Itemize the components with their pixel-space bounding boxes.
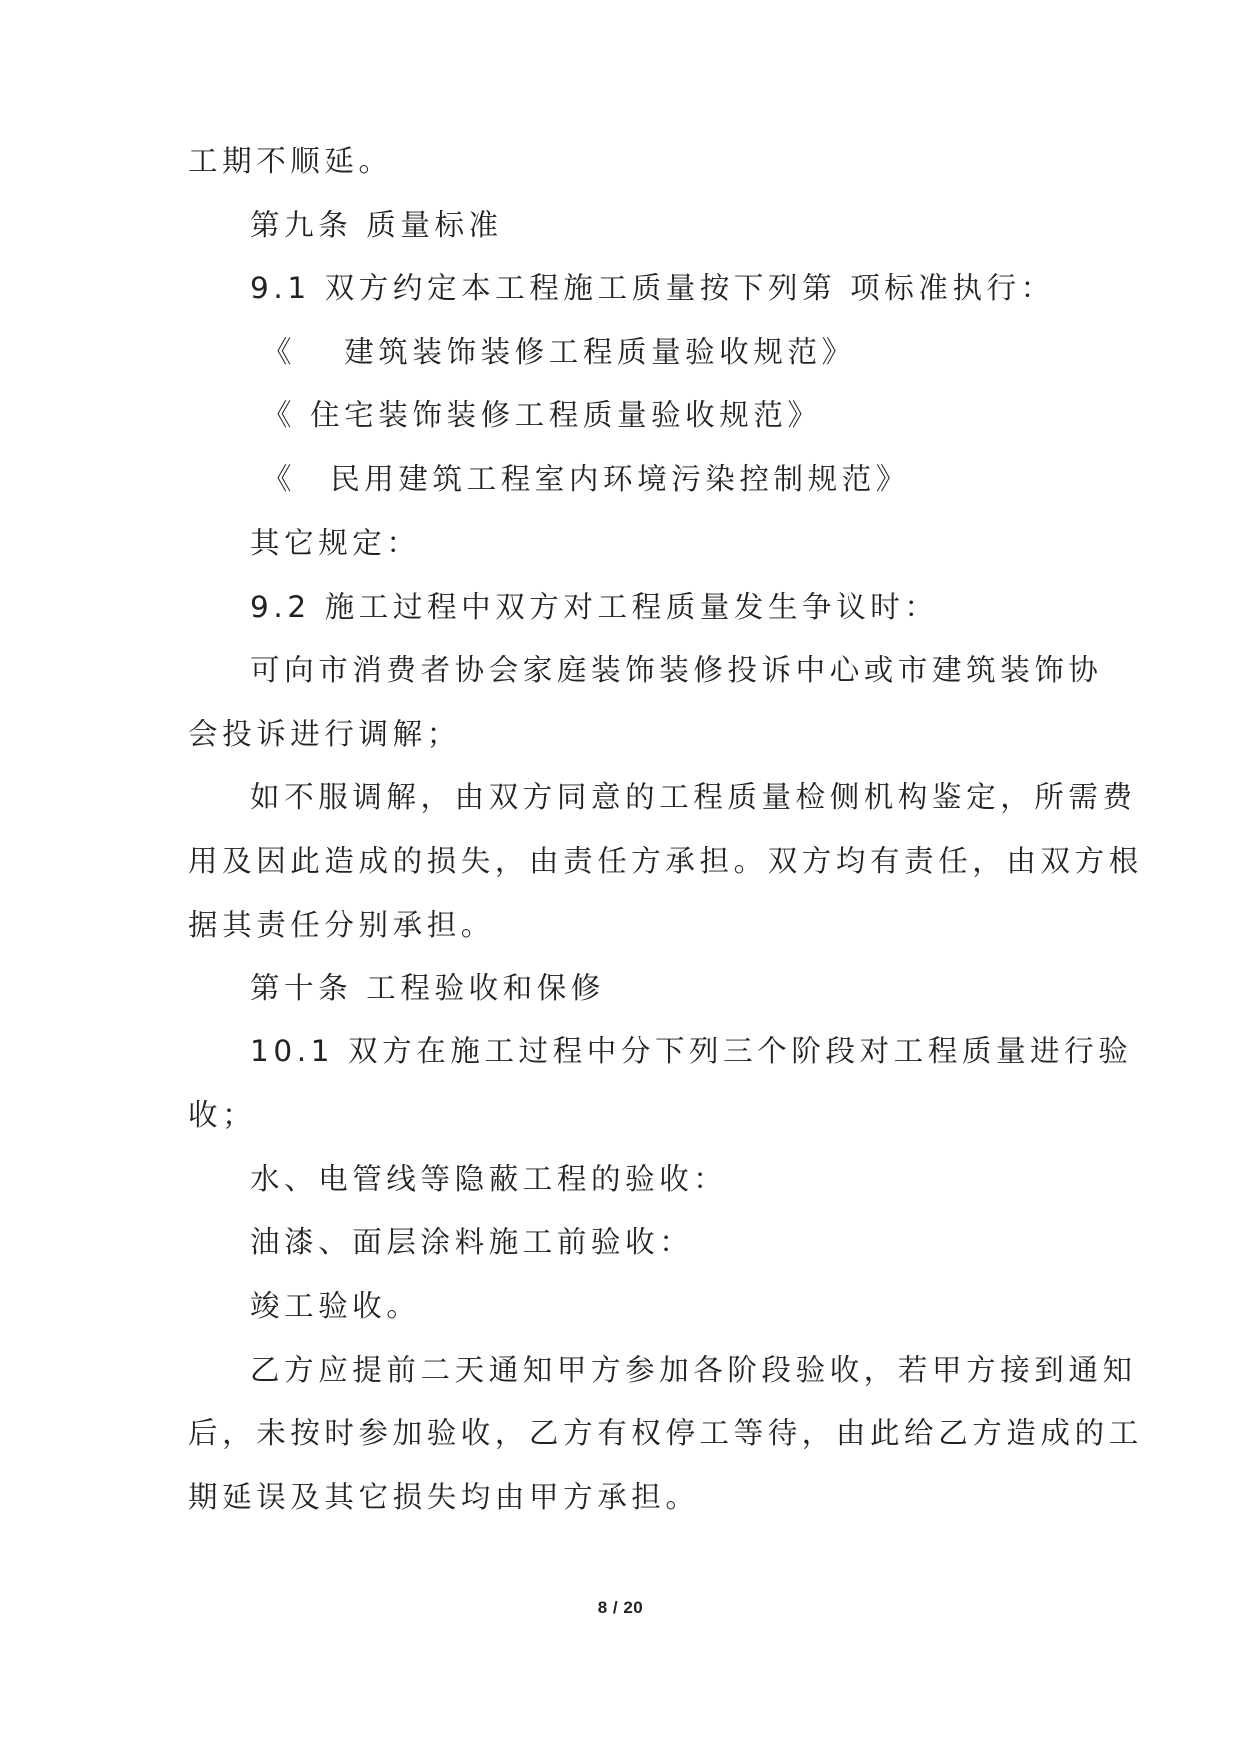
- text-line: 如不服调解，由双方同意的工程质量检侧机构鉴定，所需费: [250, 780, 1137, 814]
- text-line: 工期不顺延。: [188, 144, 393, 178]
- text-line: 油漆、面层涂料施工前验收：: [250, 1225, 694, 1259]
- text-line: 期延误及其它损失均由甲方承担。: [188, 1480, 700, 1514]
- text-line: 竣工验收。: [250, 1289, 421, 1323]
- text-line: 9.2 施工过程中双方对工程质量发生争议时：: [250, 590, 939, 624]
- text-line: 会投诉进行调解；: [188, 717, 461, 751]
- text-line: 《 民用建筑工程室内环境污染控制规范》: [262, 462, 910, 496]
- section-heading: 第十条 工程验收和保修: [250, 971, 605, 1005]
- text-line: 可向市消费者协会家庭装饰装修投诉中心或市建筑装饰协: [250, 653, 1103, 687]
- text-line: 其它规定：: [250, 526, 421, 560]
- text-line: 乙方应提前二天通知甲方参加各阶段验收，若甲方接到通知: [250, 1353, 1137, 1387]
- section-heading: 第九条 质量标准: [250, 208, 503, 242]
- text-line: 收；: [188, 1098, 257, 1132]
- text-line: 9.1 双方约定本工程施工质量按下列第 项标准执行：: [250, 271, 1055, 305]
- text-line: 水、电管线等隐蔽工程的验收：: [250, 1162, 728, 1196]
- text-line: 《 建筑装饰装修工程质量验收规范》: [262, 335, 856, 369]
- text-line: 后，未按时参加验收，乙方有权停工等待，由此给乙方造成的工: [188, 1416, 1143, 1450]
- page-number: 8 / 20: [597, 1598, 644, 1617]
- text-line: 《 住宅装饰装修工程质量验收规范》: [262, 398, 822, 432]
- text-line: 10.1 双方在施工过程中分下列三个阶段对工程质量进行验: [250, 1034, 1133, 1068]
- text-line: 用及因此造成的损失，由责任方承担。双方均有责任，由双方根: [188, 844, 1143, 878]
- text-line: 据其责任分别承担。: [188, 908, 495, 942]
